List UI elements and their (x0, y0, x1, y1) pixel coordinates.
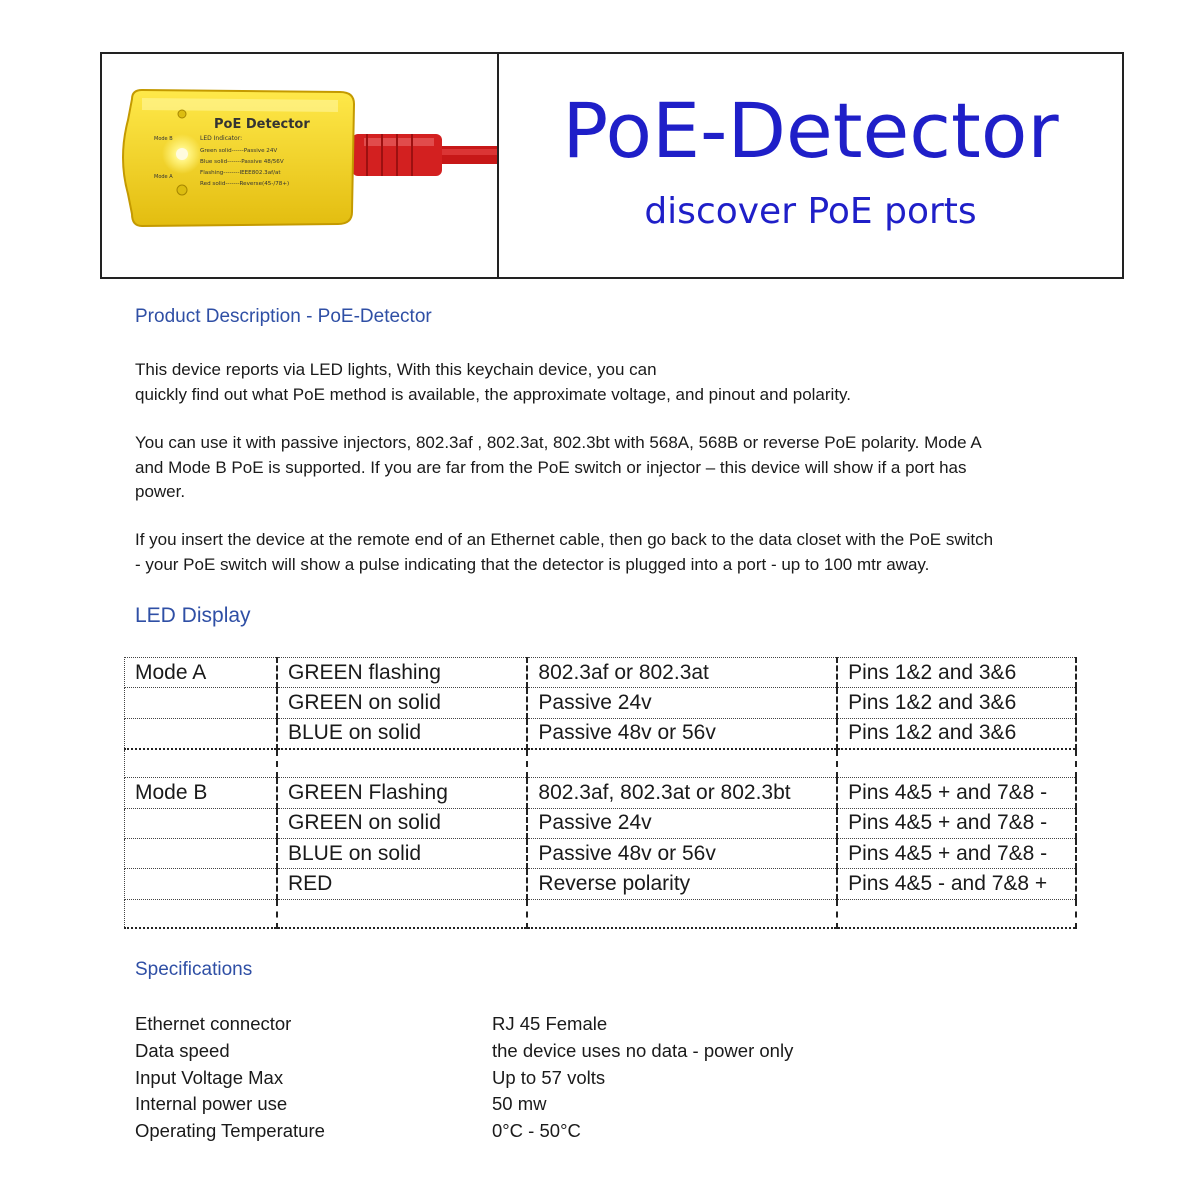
spec-value: 50 mw (492, 1093, 547, 1115)
table-cell: GREEN on solid (277, 688, 527, 718)
page-title: PoE-Detector (562, 86, 1059, 175)
table-cell (125, 808, 278, 838)
table-cell (527, 749, 837, 778)
table-row (125, 718, 1077, 749)
led-indicator-title: LED Indicator: (200, 135, 243, 142)
table-cell (277, 899, 527, 928)
table-cell (125, 899, 278, 928)
table-cell (125, 749, 278, 778)
text-line: - your PoE switch will show a pulse indicating that the detector is plugged into a port - up to 100 mtr away. (135, 554, 930, 574)
device-line-1: Green solid------Passive 24V (200, 148, 278, 154)
table-cell (527, 899, 837, 928)
led-display-table (124, 657, 1077, 929)
specifications-heading: Specifications (135, 959, 253, 980)
table-cell: BLUE on solid (277, 718, 527, 749)
description-paragraph-1 (135, 358, 1075, 407)
mode-b-text: Mode B (154, 136, 173, 142)
table-cell: Pins 4&5 - and 7&8 + (837, 869, 1076, 899)
text-line: If you insert the device at the remote end of an Ethernet cable, then go back to the data closet with the PoE switch (135, 530, 994, 549)
mode-a-text: Mode A (154, 174, 173, 180)
text-line: This device reports via LED lights, With this keychain device, you can (135, 360, 657, 379)
table-cell: RED (277, 869, 527, 899)
device-line-2: Blue solid-------Passive 48/56V (200, 159, 284, 165)
product-image (102, 54, 499, 277)
table-cell: Pins 1&2 and 3&6 (837, 658, 1076, 688)
table-cell: Passive 48v or 56v (527, 838, 837, 868)
table-cell (125, 688, 278, 718)
spec-row (135, 1011, 935, 1038)
table-cell: Passive 24v (527, 808, 837, 838)
ethernet-cable (352, 134, 497, 176)
mode-a-led (177, 185, 187, 195)
table-row (125, 658, 1077, 688)
spec-row (135, 1065, 935, 1092)
table-row (125, 688, 1077, 718)
text-line: power. (135, 482, 186, 501)
device-line-3: Flashing--------IEEE802.3af/at (200, 170, 281, 176)
table-cell: GREEN Flashing (277, 778, 527, 808)
table-row (125, 838, 1077, 868)
table-cell: GREEN on solid (277, 808, 527, 838)
table-cell: Mode B (125, 778, 278, 808)
table-cell (837, 749, 1076, 778)
spec-label: Operating Temperature (135, 1120, 325, 1142)
product-description-heading: Product Description - PoE-Detector (135, 306, 432, 327)
table-cell: 802.3af or 802.3at (527, 658, 837, 688)
table-cell: Passive 24v (527, 688, 837, 718)
spec-value: 0°C - 50°C (492, 1120, 581, 1142)
table-cell (125, 718, 278, 749)
spec-label: Internal power use (135, 1093, 288, 1115)
table-cell: Reverse polarity (527, 869, 837, 899)
poe-detector-device-image (102, 54, 497, 277)
spec-value: RJ 45 Female (492, 1013, 608, 1034)
table-row (125, 778, 1077, 808)
table-cell: Passive 48v or 56v (527, 718, 837, 749)
device-label: PoE Detector (214, 117, 310, 132)
table-cell (837, 899, 1076, 928)
table-cell: Pins 4&5 + and 7&8 - (837, 778, 1076, 808)
table-cell (125, 869, 278, 899)
table-cell: Mode A (125, 658, 278, 688)
table-cell (277, 749, 527, 778)
text-line: quickly find out what PoE method is available, the approximate voltage, and pinout and polarity. (135, 384, 852, 404)
spec-row (135, 1118, 935, 1145)
led-display-heading: LED Display (135, 604, 251, 627)
table-cell: BLUE on solid (277, 838, 527, 868)
table-cell: Pins 4&5 + and 7&8 - (837, 808, 1076, 838)
text-line: and Mode B PoE is supported. If you are far from the PoE switch or injector – this device will show if a port has (135, 457, 967, 477)
spec-row (135, 1091, 935, 1118)
description-paragraph-3 (135, 528, 1075, 577)
specifications-list (135, 1011, 935, 1145)
table-cell: Pins 1&2 and 3&6 (837, 718, 1076, 749)
spec-label: Ethernet connector (135, 1013, 292, 1034)
table-cell: Pins 1&2 and 3&6 (837, 688, 1076, 718)
spec-label: Data speed (135, 1039, 230, 1061)
table-row (125, 869, 1077, 899)
header-title-area (499, 54, 1122, 277)
spec-value: the device uses no data - power only (492, 1039, 794, 1061)
table-row (125, 749, 1077, 778)
spec-value: Up to 57 volts (492, 1066, 606, 1088)
table-cell: GREEN flashing (277, 658, 527, 688)
spec-label: Input Voltage Max (135, 1066, 284, 1088)
device-line-4: Red solid-------Reverse(45-/78+) (200, 181, 290, 187)
header-box (100, 52, 1124, 279)
led-light (176, 148, 188, 160)
page-subtitle: discover PoE ports (644, 191, 977, 232)
description-paragraph-2 (135, 431, 1075, 505)
table-cell (125, 838, 278, 868)
spec-row (135, 1038, 935, 1065)
table-row (125, 899, 1077, 928)
text-line: You can use it with passive injectors, 802.3af , 802.3at, 802.3bt with 568A, 568B or reverse PoE polarity. Mode A (135, 433, 982, 452)
mode-b-led (178, 110, 186, 118)
table-cell: Pins 4&5 + and 7&8 - (837, 838, 1076, 868)
table-row (125, 808, 1077, 838)
table-cell: 802.3af, 802.3at or 802.3bt (527, 778, 837, 808)
